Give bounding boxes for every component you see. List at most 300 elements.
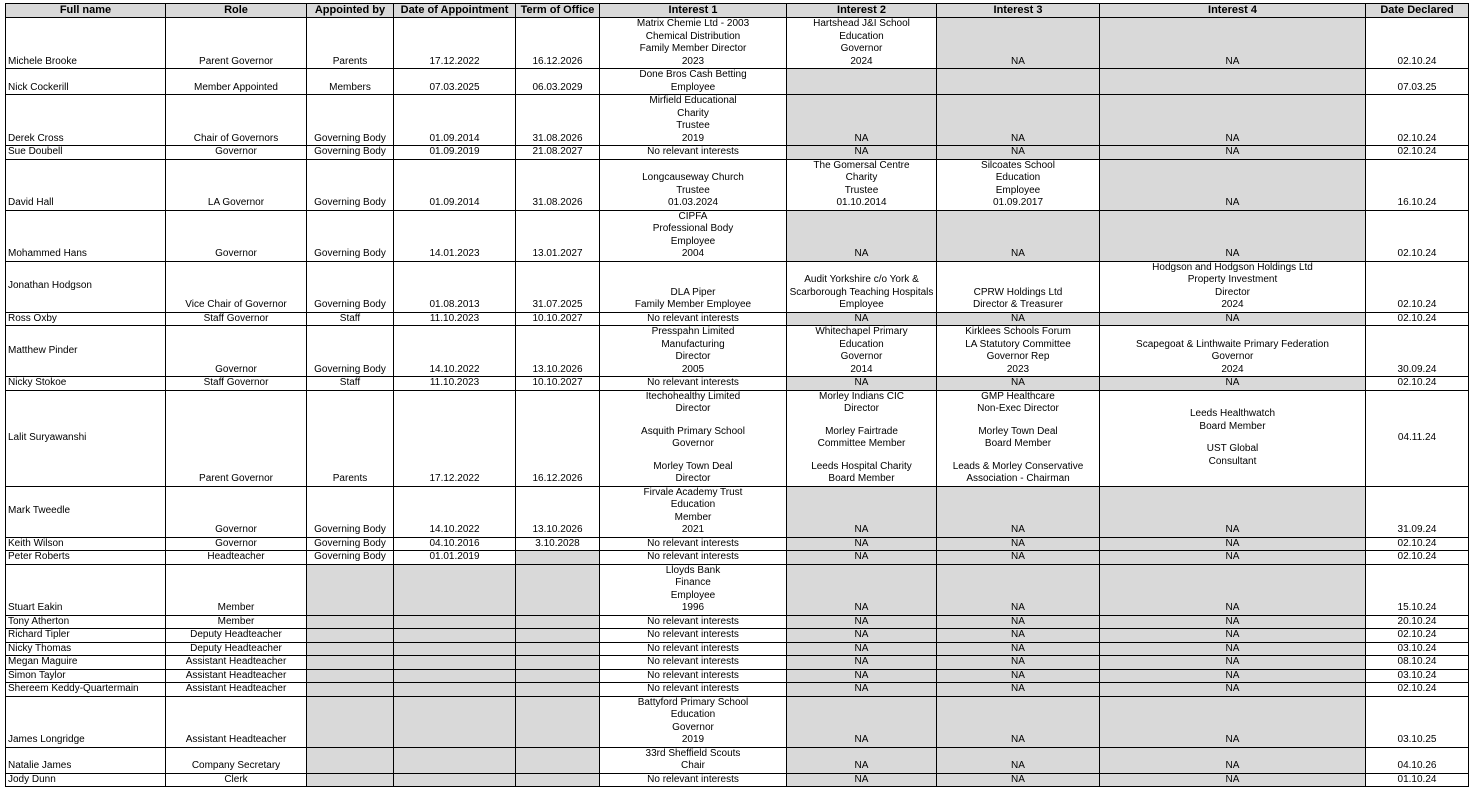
cell-interest-3 [937, 669, 1100, 683]
cell-interest-1 [600, 747, 787, 773]
interest-line: NA [1011, 629, 1025, 640]
cell-date-declared: 08.10.24 [1366, 656, 1469, 670]
col-header-interest-2: Interest 2 [787, 4, 937, 18]
interest-line: NA [854, 312, 869, 324]
cell-date-declared: 04.11.24 [1366, 390, 1469, 486]
interest-line: Charity [845, 172, 878, 183]
cell-interest-4 [1100, 390, 1366, 486]
cell-interest-2 [787, 18, 937, 69]
cell-role: Governor [166, 210, 307, 261]
cell-date-declared: 02.10.24 [1366, 537, 1469, 551]
cell-interest-2 [787, 564, 937, 615]
cell-interest-2 [787, 669, 937, 683]
cell-date-of-appointment: 07.03.2025 [394, 69, 516, 95]
cell-term-of-office [516, 551, 600, 565]
cell-interest-1 [600, 210, 787, 261]
cell-interest-1 [600, 656, 787, 670]
interest-line: 2021 [681, 524, 705, 535]
interest-line: NA [1011, 683, 1025, 694]
cell-appointed-by: Governing Body [307, 326, 394, 377]
cell-interest-2 [787, 551, 937, 565]
table-body [6, 18, 1469, 787]
interest-line: 2024 [850, 55, 873, 67]
cell-term-of-office [516, 696, 600, 747]
interest-line: Governor [672, 438, 714, 449]
cell-interest-2 [787, 95, 937, 146]
cell-term-of-office: 13.01.2027 [516, 210, 600, 261]
interest-line: Consultant [1208, 455, 1257, 467]
cell-appointed-by: Governing Body [307, 146, 394, 160]
cell-interest-1 [600, 18, 787, 69]
interest-line: NA [1011, 248, 1025, 259]
interest-line: NA [1011, 642, 1025, 654]
cell-role: Deputy Headteacher [166, 642, 307, 656]
table-row [6, 615, 1469, 629]
cell-full-name: David Hall [6, 159, 166, 210]
interest-line: Employee [995, 184, 1041, 196]
cell-appointed-by: Governing Body [307, 486, 394, 537]
interest-line: UST Global [1206, 443, 1259, 454]
interest-line: NA [1011, 734, 1025, 745]
interest-line: NA [1011, 551, 1025, 562]
cell-role: Headteacher [166, 551, 307, 565]
cell-interest-4 [1100, 69, 1366, 95]
cell-date-declared: 20.10.24 [1366, 615, 1469, 629]
cell-date-declared: 16.10.24 [1366, 159, 1469, 210]
cell-interest-3 [937, 564, 1100, 615]
table-row [6, 642, 1469, 656]
col-header-role: Role [166, 4, 307, 18]
cell-date-declared: 02.10.24 [1366, 18, 1469, 69]
interest-line: NA [1011, 656, 1025, 667]
cell-date-declared: 07.03.25 [1366, 69, 1469, 95]
interest-line: Governor Rep [986, 351, 1050, 362]
table-row [6, 18, 1469, 69]
interest-line: NA [854, 669, 869, 681]
cell-date-declared: 02.10.24 [1366, 377, 1469, 391]
cell-role: Governor [166, 537, 307, 551]
interest-line: NA [854, 642, 869, 654]
cell-interest-4 [1100, 564, 1366, 615]
cell-interest-2 [787, 683, 937, 697]
cell-interest-2 [787, 312, 937, 326]
cell-interest-2 [787, 642, 937, 656]
interest-line: NA [1225, 248, 1240, 259]
cell-date-of-appointment: 01.09.2014 [394, 159, 516, 210]
cell-full-name: Matthew Pinder [6, 326, 166, 377]
table-row [6, 146, 1469, 160]
cell-date-declared: 02.10.24 [1366, 261, 1469, 312]
cell-interest-1 [600, 326, 787, 377]
cell-interest-4 [1100, 261, 1366, 312]
cell-term-of-office [516, 747, 600, 773]
cell-interest-4 [1100, 18, 1366, 69]
cell-interest-3 [937, 629, 1100, 643]
interest-line: Battyford Primary School [637, 696, 749, 708]
table-row [6, 683, 1469, 697]
cell-term-of-office: 16.12.2026 [516, 18, 600, 69]
cell-appointed-by [307, 564, 394, 615]
cell-interest-3 [937, 146, 1100, 160]
interest-line: No relevant interests [647, 656, 739, 667]
cell-interest-1 [600, 696, 787, 747]
interest-line: NA [1011, 524, 1025, 535]
cell-full-name: Nicky Stokoe [6, 377, 166, 391]
interest-line: CIPFA [678, 210, 708, 222]
cell-appointed-by [307, 642, 394, 656]
cell-interest-3 [937, 642, 1100, 656]
cell-full-name: Stuart Eakin [6, 564, 166, 615]
cell-interest-4 [1100, 486, 1366, 537]
interest-line: Education [839, 30, 884, 42]
interest-line: 01.03.2024 [667, 197, 719, 208]
cell-interest-4 [1100, 615, 1366, 629]
cell-date-declared: 02.10.24 [1366, 146, 1469, 160]
interest-line: NA [1225, 642, 1240, 654]
cell-full-name: Lalit Suryawanshi [6, 390, 166, 486]
cell-interest-1 [600, 146, 787, 160]
interest-line: NA [1225, 734, 1240, 745]
cell-date-of-appointment: 11.10.2023 [394, 377, 516, 391]
cell-full-name: Shereem Keddy-Quartermain [6, 683, 166, 697]
cell-interest-1 [600, 95, 787, 146]
cell-term-of-office [516, 615, 600, 629]
interest-line: Trustee [676, 184, 710, 196]
cell-interest-4 [1100, 551, 1366, 565]
cell-date-of-appointment: 14.10.2022 [394, 326, 516, 377]
interest-line: Whitechapel Primary [815, 326, 908, 337]
table-row [6, 390, 1469, 486]
interest-line: NA [854, 146, 869, 157]
interest-line: Silcoates School [981, 159, 1055, 171]
cell-interest-3 [937, 486, 1100, 537]
register-of-interests-table [5, 3, 1469, 787]
cell-date-declared: 03.10.24 [1366, 669, 1469, 683]
interest-line: 33rd Sheffield Scouts [645, 747, 741, 759]
cell-interest-1 [600, 551, 787, 565]
cell-interest-1 [600, 377, 787, 391]
cell-appointed-by: Governing Body [307, 537, 394, 551]
cell-interest-3 [937, 773, 1100, 787]
cell-term-of-office [516, 629, 600, 643]
interest-line: 2019 [681, 734, 705, 745]
cell-full-name: Nicky Thomas [6, 642, 166, 656]
table-row [6, 629, 1469, 643]
col-header-date-declared: Date Declared [1366, 4, 1469, 18]
interest-line: Audit Yorkshire c/o York & [804, 274, 919, 285]
interest-line: Director [675, 473, 711, 484]
cell-interest-4 [1100, 669, 1366, 683]
interest-line: 2019 [681, 132, 705, 144]
cell-full-name: James Longridge [6, 696, 166, 747]
interest-line: No relevant interests [647, 312, 739, 324]
cell-interest-1 [600, 69, 787, 95]
interest-line: Education [839, 338, 884, 350]
line-gap [601, 451, 785, 461]
interest-line: NA [1225, 629, 1240, 640]
interest-line: 01.10.2014 [836, 197, 887, 208]
interest-line: NA [854, 551, 869, 562]
interest-line: NA [1225, 197, 1240, 208]
table-row [6, 537, 1469, 551]
cell-interest-2 [787, 146, 937, 160]
cell-appointed-by: Members [307, 69, 394, 95]
cell-role: Assistant Headteacher [166, 669, 307, 683]
col-header-appointed-by: Appointed by [307, 4, 394, 18]
interest-line: NA [1011, 615, 1025, 627]
cell-date-of-appointment [394, 642, 516, 656]
table-row [6, 159, 1469, 210]
cell-interest-3 [937, 326, 1100, 377]
interest-line: NA [1225, 524, 1240, 535]
table-row [6, 696, 1469, 747]
col-header-date-of-appointment: Date of Appointment [394, 4, 516, 18]
cell-term-of-office: 10.10.2027 [516, 377, 600, 391]
cell-term-of-office: 31.08.2026 [516, 159, 600, 210]
interest-line: NA [854, 602, 869, 613]
cell-role: Member [166, 615, 307, 629]
table-row [6, 312, 1469, 326]
interest-line: Leads & Morley Conservative [952, 460, 1084, 472]
interest-line: Professional Body [652, 223, 734, 234]
col-header-full-name: Full name [6, 4, 166, 18]
cell-interest-1 [600, 312, 787, 326]
line-gap [601, 416, 785, 426]
interest-line: Property Investment [1187, 274, 1278, 285]
cell-interest-3 [937, 210, 1100, 261]
cell-term-of-office: 31.07.2025 [516, 261, 600, 312]
interest-line: No relevant interests [647, 642, 739, 654]
interest-line: CPRW Holdings Ltd [973, 286, 1063, 298]
interest-line: GMP Healthcare [981, 390, 1055, 402]
cell-role: LA Governor [166, 159, 307, 210]
cell-interest-4 [1100, 326, 1366, 377]
cell-date-of-appointment [394, 747, 516, 773]
cell-interest-2 [787, 773, 937, 787]
interest-line: NA [1011, 312, 1025, 324]
col-header-interest-4: Interest 4 [1100, 4, 1366, 18]
interest-line: Charity [677, 107, 709, 119]
cell-interest-2 [787, 615, 937, 629]
cell-full-name: Ross Oxby [6, 312, 166, 326]
cell-interest-2 [787, 377, 937, 391]
line-gap [788, 451, 935, 461]
interest-line: No relevant interests [647, 669, 739, 681]
interest-line: NA [1225, 55, 1240, 67]
cell-appointed-by [307, 615, 394, 629]
interest-line: NA [854, 629, 869, 640]
cell-role: Staff Governor [166, 312, 307, 326]
cell-date-of-appointment: 04.10.2016 [394, 537, 516, 551]
cell-date-declared: 02.10.24 [1366, 683, 1469, 697]
cell-date-declared: 02.10.24 [1366, 95, 1469, 146]
cell-role: Deputy Headteacher [166, 629, 307, 643]
interest-line: Mirfield Educational [649, 95, 737, 106]
cell-date-of-appointment: 14.10.2022 [394, 486, 516, 537]
cell-date-of-appointment [394, 773, 516, 787]
table-row [6, 773, 1469, 787]
cell-interest-2 [787, 261, 937, 312]
table-row [6, 486, 1469, 537]
interest-line: Director [1214, 286, 1250, 298]
interest-line: NA [1225, 132, 1240, 144]
cell-interest-4 [1100, 377, 1366, 391]
interest-line: No relevant interests [647, 146, 739, 157]
cell-term-of-office [516, 669, 600, 683]
interest-line: Trustee [844, 184, 879, 196]
cell-appointed-by [307, 773, 394, 787]
cell-interest-4 [1100, 629, 1366, 643]
cell-date-declared: 01.10.24 [1366, 773, 1469, 787]
interest-line: Board Member [1199, 420, 1266, 432]
interest-line: No relevant interests [647, 615, 739, 627]
interest-line: NA [854, 773, 869, 785]
cell-date-declared: 15.10.24 [1366, 564, 1469, 615]
cell-appointed-by: Parents [307, 18, 394, 69]
interest-line: DLA Piper [670, 286, 716, 298]
interest-line: Scapegoat & Linthwaite Primary Federation [1136, 338, 1329, 350]
interest-line: NA [854, 132, 869, 144]
table-row [6, 261, 1469, 312]
interest-line: NA [854, 683, 869, 694]
cell-appointed-by [307, 696, 394, 747]
interest-line: NA [1225, 602, 1240, 613]
cell-interest-3 [937, 18, 1100, 69]
cell-full-name: Nick Cockerill [6, 69, 166, 95]
interest-line: 2005 [681, 363, 705, 375]
cell-role: Vice Chair of Governor [166, 261, 307, 312]
interest-line: The Gomersal Centre [813, 159, 910, 171]
interest-line: Association - Chairman [966, 473, 1070, 484]
line-gap [1101, 433, 1364, 443]
interest-line: Kirklees Schools Forum [965, 326, 1071, 337]
interest-line: NA [854, 537, 869, 549]
interest-line: NA [854, 615, 869, 627]
cell-interest-1 [600, 669, 787, 683]
interest-line: Morley Town Deal [978, 425, 1058, 437]
cell-date-declared: 02.10.24 [1366, 629, 1469, 643]
cell-interest-2 [787, 629, 937, 643]
col-header-interest-3: Interest 3 [937, 4, 1100, 18]
col-header-term-of-office: Term of Office [516, 4, 600, 18]
interest-line: Firvale Academy Trust [643, 486, 743, 498]
cell-date-of-appointment: 17.12.2022 [394, 390, 516, 486]
cell-appointed-by [307, 683, 394, 697]
interest-line: 2014 [850, 363, 873, 375]
line-gap [788, 416, 935, 426]
cell-date-of-appointment [394, 669, 516, 683]
interest-line: NA [854, 734, 869, 745]
cell-appointed-by [307, 669, 394, 683]
cell-term-of-office [516, 683, 600, 697]
cell-interest-2 [787, 210, 937, 261]
interest-line: NA [1225, 773, 1240, 785]
cell-appointed-by: Governing Body [307, 210, 394, 261]
cell-full-name: Mohammed Hans [6, 210, 166, 261]
table-row [6, 669, 1469, 683]
cell-interest-1 [600, 390, 787, 486]
cell-date-declared: 03.10.24 [1366, 642, 1469, 656]
cell-appointed-by [307, 656, 394, 670]
cell-role: Governor [166, 486, 307, 537]
cell-interest-1 [600, 642, 787, 656]
cell-interest-4 [1100, 683, 1366, 697]
interest-line: 2024 [1221, 299, 1244, 310]
cell-term-of-office: 16.12.2026 [516, 390, 600, 486]
line-gap [938, 451, 1098, 461]
cell-interest-3 [937, 69, 1100, 95]
cell-appointed-by: Parents [307, 390, 394, 486]
cell-interest-3 [937, 537, 1100, 551]
interest-line: Manufacturing [661, 338, 725, 350]
interest-line: No relevant interests [647, 629, 739, 640]
cell-appointed-by: Governing Body [307, 551, 394, 565]
cell-interest-4 [1100, 537, 1366, 551]
cell-interest-4 [1100, 696, 1366, 747]
interest-line: Director [675, 403, 711, 414]
interest-line: Asquith Primary School [641, 425, 745, 437]
interest-line: Board Member [828, 473, 895, 484]
cell-full-name: Jonathan Hodgson [6, 261, 166, 312]
cell-interest-2 [787, 159, 937, 210]
interest-line: NA [1225, 146, 1240, 157]
cell-interest-3 [937, 551, 1100, 565]
cell-full-name: Simon Taylor [6, 669, 166, 683]
cell-date-declared: 02.10.24 [1366, 210, 1469, 261]
interest-line: Morley Fairtrade [825, 425, 898, 437]
cell-appointed-by: Governing Body [307, 261, 394, 312]
cell-date-declared: 02.10.24 [1366, 551, 1469, 565]
cell-role: Governor [166, 326, 307, 377]
cell-date-of-appointment: 01.09.2014 [394, 95, 516, 146]
interest-line: Chemical Distribution [645, 30, 741, 42]
cell-term-of-office: 13.10.2026 [516, 486, 600, 537]
cell-interest-4 [1100, 773, 1366, 787]
cell-interest-2 [787, 390, 937, 486]
interest-line: Employee [670, 81, 716, 93]
interest-line: 2023 [1006, 363, 1030, 375]
cell-role: Member [166, 564, 307, 615]
line-gap [938, 416, 1098, 426]
cell-interest-1 [600, 261, 787, 312]
interest-line: No relevant interests [647, 377, 739, 388]
interest-line: Education [670, 499, 716, 510]
cell-interest-3 [937, 696, 1100, 747]
interest-line: Morley Indians CIC [818, 390, 905, 402]
cell-interest-4 [1100, 95, 1366, 146]
interest-line: NA [854, 248, 869, 259]
cell-interest-1 [600, 615, 787, 629]
interest-line: NA [854, 377, 869, 388]
interest-line: No relevant interests [647, 773, 739, 785]
cell-date-of-appointment: 17.12.2022 [394, 18, 516, 69]
interest-line: Director [843, 403, 879, 414]
cell-interest-3 [937, 159, 1100, 210]
interest-line: LA Statutory Committee [965, 338, 1071, 350]
interest-line: Family Member Director [639, 43, 747, 54]
table-row [6, 564, 1469, 615]
interest-line: Matrix Chemie Ltd - 2003 [636, 18, 750, 29]
interest-line: 2023 [681, 55, 705, 67]
cell-interest-1 [600, 564, 787, 615]
cell-appointed-by: Staff [307, 377, 394, 391]
cell-interest-4 [1100, 642, 1366, 656]
cell-role: Chair of Governors [166, 95, 307, 146]
interest-line: NA [1225, 656, 1240, 667]
interest-line: 2004 [681, 248, 705, 259]
interest-line: NA [1225, 669, 1240, 681]
interest-line: NA [1011, 773, 1025, 785]
